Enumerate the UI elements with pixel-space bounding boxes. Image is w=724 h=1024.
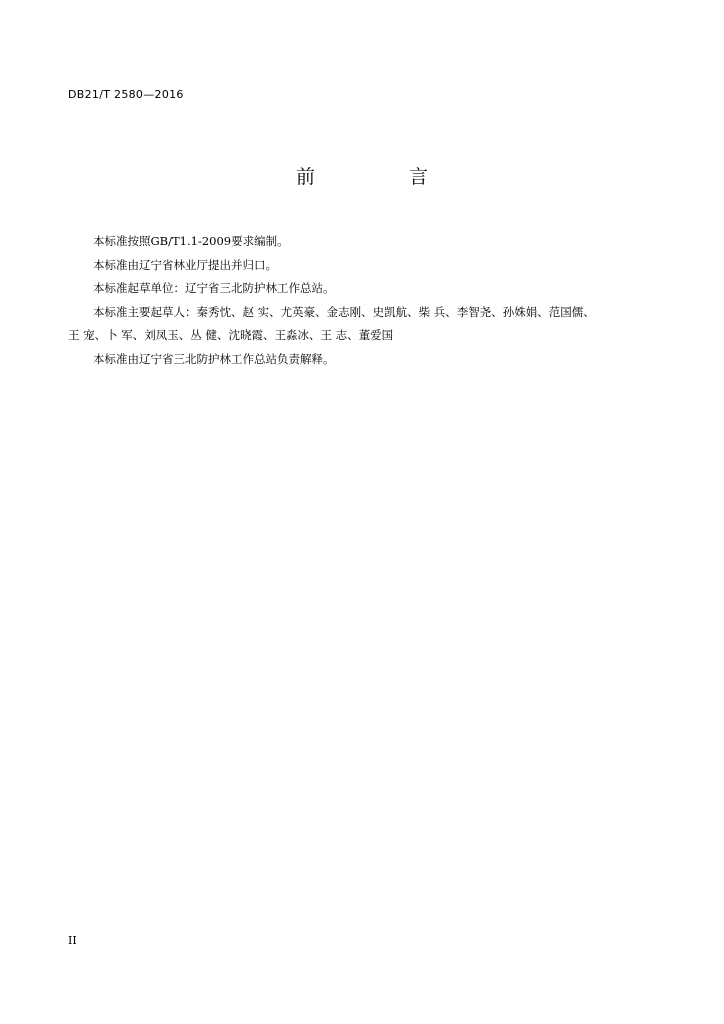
page-number: II — [68, 934, 77, 947]
document-code: DB21/T 2580—2016 — [68, 88, 184, 101]
paragraph-drafters-continued: 王 宠、卜 军、刘凤玉、丛 健、沈晓霞、王淼冰、王 志、董爱国 — [68, 328, 394, 342]
paragraph-drafting-unit: 本标准起草单位：辽宁省三北防护林工作总站。 — [93, 281, 335, 295]
paragraph-proposer: 本标准由辽宁省林业厅提出并归口。 — [93, 257, 277, 272]
paragraph-compilation-basis: 本标准按照GB/T1.1-2009要求编制。 — [93, 234, 289, 248]
paragraph-interpretation: 本标准由辽宁省三北防护林工作总站负责解释。 — [93, 351, 335, 366]
page-title: 前 言 — [295, 166, 473, 188]
foreword-body — [68, 230, 654, 371]
paragraph-drafters: 本标准主要起草人：秦秀忱、赵 实、尤英豪、金志刚、史凯航、柴 兵、李智尧、孙姝娟、范国儒、 — [93, 304, 595, 319]
